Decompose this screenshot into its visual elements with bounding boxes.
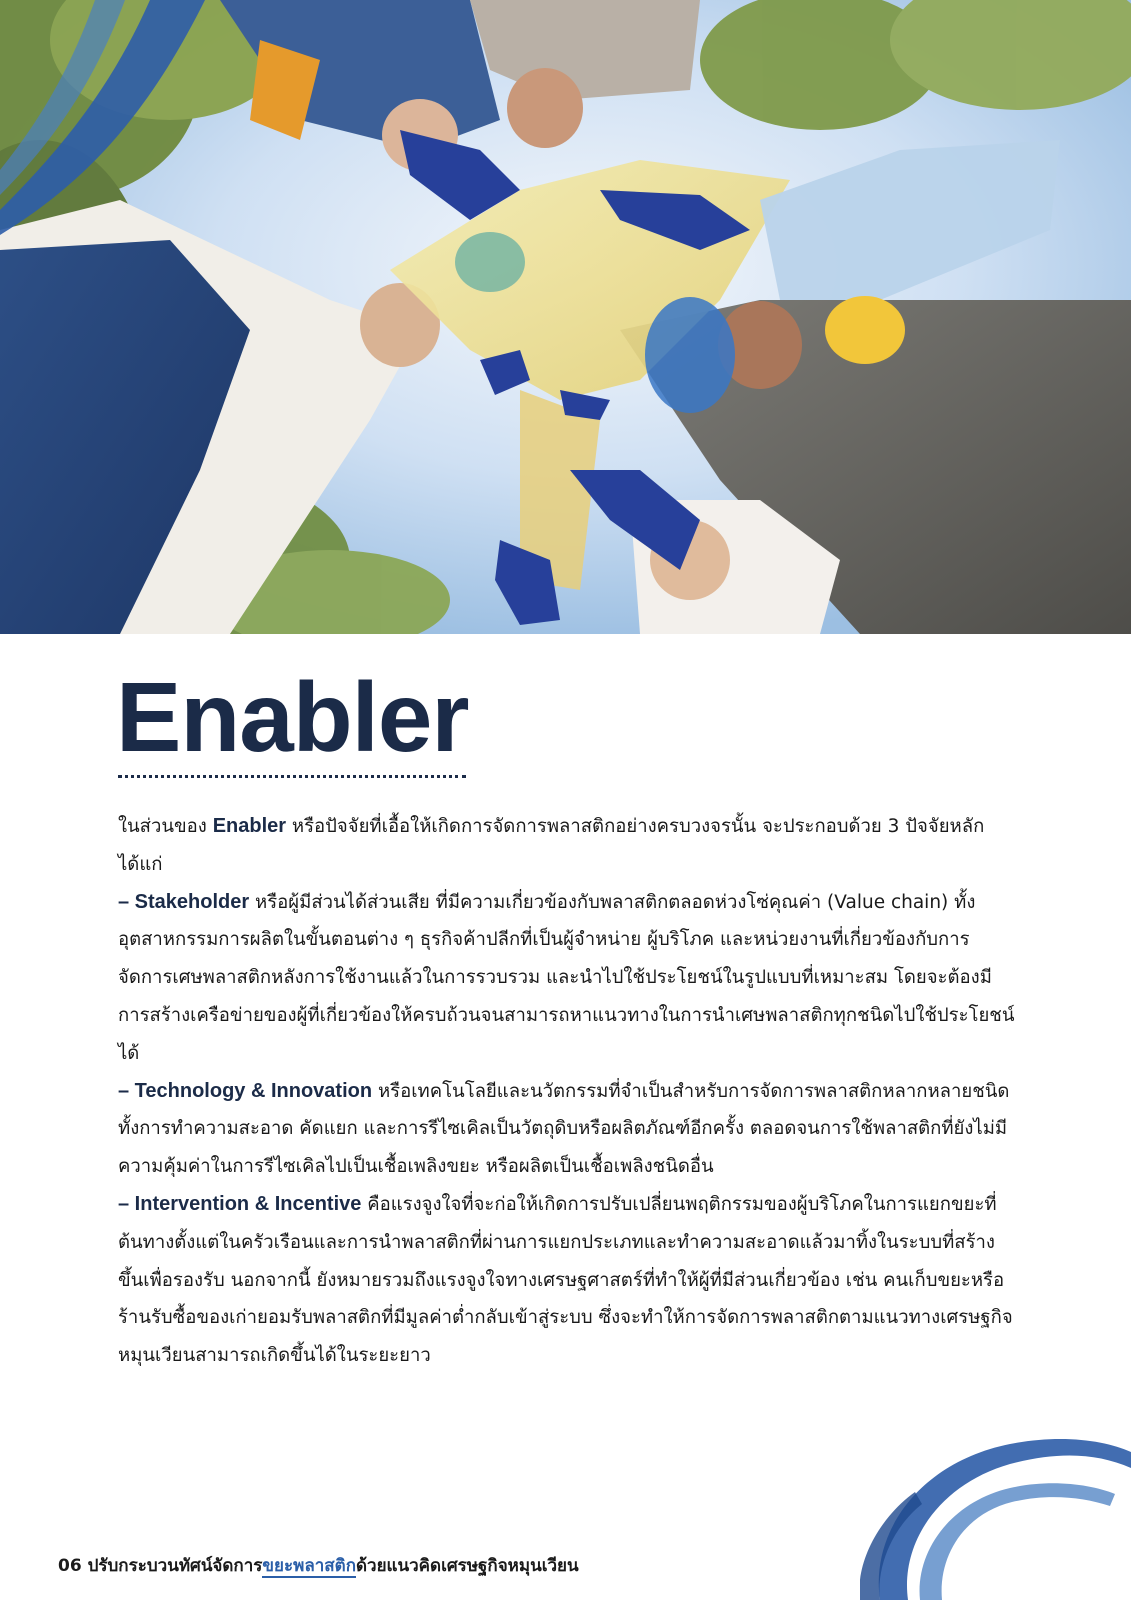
hero-photo-illustration <box>0 0 1131 634</box>
item-intervention-incentive <box>118 1186 1018 1375</box>
intro-paragraph <box>118 808 1018 884</box>
item-label: – Technology & Innovation <box>118 1079 373 1102</box>
page-number: 06 <box>58 1556 82 1576</box>
intro-pre: ในส่วนของ <box>118 816 213 837</box>
title-divider <box>118 775 466 778</box>
hero-photo <box>0 0 1131 634</box>
footer-text-after: ด้วยแนวคิดเศรษฐกิจหมุนเวียน <box>356 1556 579 1576</box>
page-footer <box>58 1552 579 1579</box>
item-technology-innovation <box>118 1073 1018 1186</box>
item-stakeholder <box>118 884 1018 1073</box>
body-text <box>118 808 1018 1375</box>
intro-keyword: Enabler <box>212 815 287 837</box>
footer-text-before: ปรับกระบวนทัศน์จัดการ <box>81 1556 263 1576</box>
item-text: หรือผู้มีส่วนได้ส่วนเสีย ที่มีความเกี่ยวข้องกับพลาสติกตลอดห่วงโซ่คุณค่า (Value chain) ทั้งอุตสาหกรรมการผลิตในขั้นตอนต่าง ๆ ธุรกิจค้าปลีกที่เป็นผู้จำหน่าย ผู้บริโภค และหน่วยงานที่เกี่ยวข้องกับการจัดการเศษพลาสติกหลังการใช้งานแล้วในการรวบรวม และนำไปใช้ประโยชน์ในรูปแบบที่เหมาะสม โดยจะต้องมีการสร้างเครือข่ายของผู้ที่เกี่ยวข้องให้ครบถ้วนจนสามารถหาแนวทางในการนำเศษพลาสติกทุกชนิดไปใช้ประโยชน์ได้ <box>118 891 1015 1064</box>
page-title: Enabler <box>116 662 469 772</box>
intro-post: หรือปัจจัยที่เอื้อให้เกิดการจัดการพลาสติกอย่างครบวงจรนั้น จะประกอบด้วย 3 ปัจจัยหลัก ได้แก่ <box>118 816 985 875</box>
item-label: – Intervention & Incentive <box>118 1192 362 1215</box>
footer-highlight: ขยะพลาสติก <box>262 1556 356 1576</box>
brush-swirl-decoration <box>860 1422 1131 1600</box>
item-text: หรือเทคโนโลยีและนวัตกรรมที่จำเป็นสำหรับการจัดการพลาสติกหลากหลายชนิด ทั้งการทำความสะอาด คัดแยก และการรีไซเคิลเป็นวัตถุดิบหรือผลิตภัณฑ์อีกครั้ง ตลอดจนการใช้พลาสติกที่ยังไม่มีความคุ้มค่าในการรีไซเคิลไปเป็นเชื้อเพลิงขยะ หรือผลิตเป็นเชื้อเพลิงชนิดอื่น <box>118 1080 1010 1178</box>
item-text: คือแรงจูงใจที่จะก่อให้เกิดการปรับเปลี่ยนพฤติกรรมของผู้บริโภคในการแยกขยะที่ต้นทางตั้งแต่ในครัวเรือนและการนำพลาสติกที่ผ่านการแยกประเภทและทำความสะอาดแล้วมาทิ้งในระบบที่สร้างขึ้นเพื่อรองรับ นอกจากนี้ ยังหมายรวมถึงแรงจูงใจทางเศรษฐศาสตร์ที่ทำให้ผู้ที่มีส่วนเกี่ยวข้อง เช่น คนเก็บขยะหรือร้านรับซื้อของเก่ายอมรับพลาสติกที่มีมูลค่าต่ำกลับเข้าสู่ระบบ ซึ่งจะทำให้การจัดการพลาสติกตามแนวทางเศรษฐกิจหมุนเวียนสามารถเกิดขึ้นได้ในระยะยาว <box>118 1193 1013 1367</box>
item-label: – Stakeholder <box>118 890 250 913</box>
